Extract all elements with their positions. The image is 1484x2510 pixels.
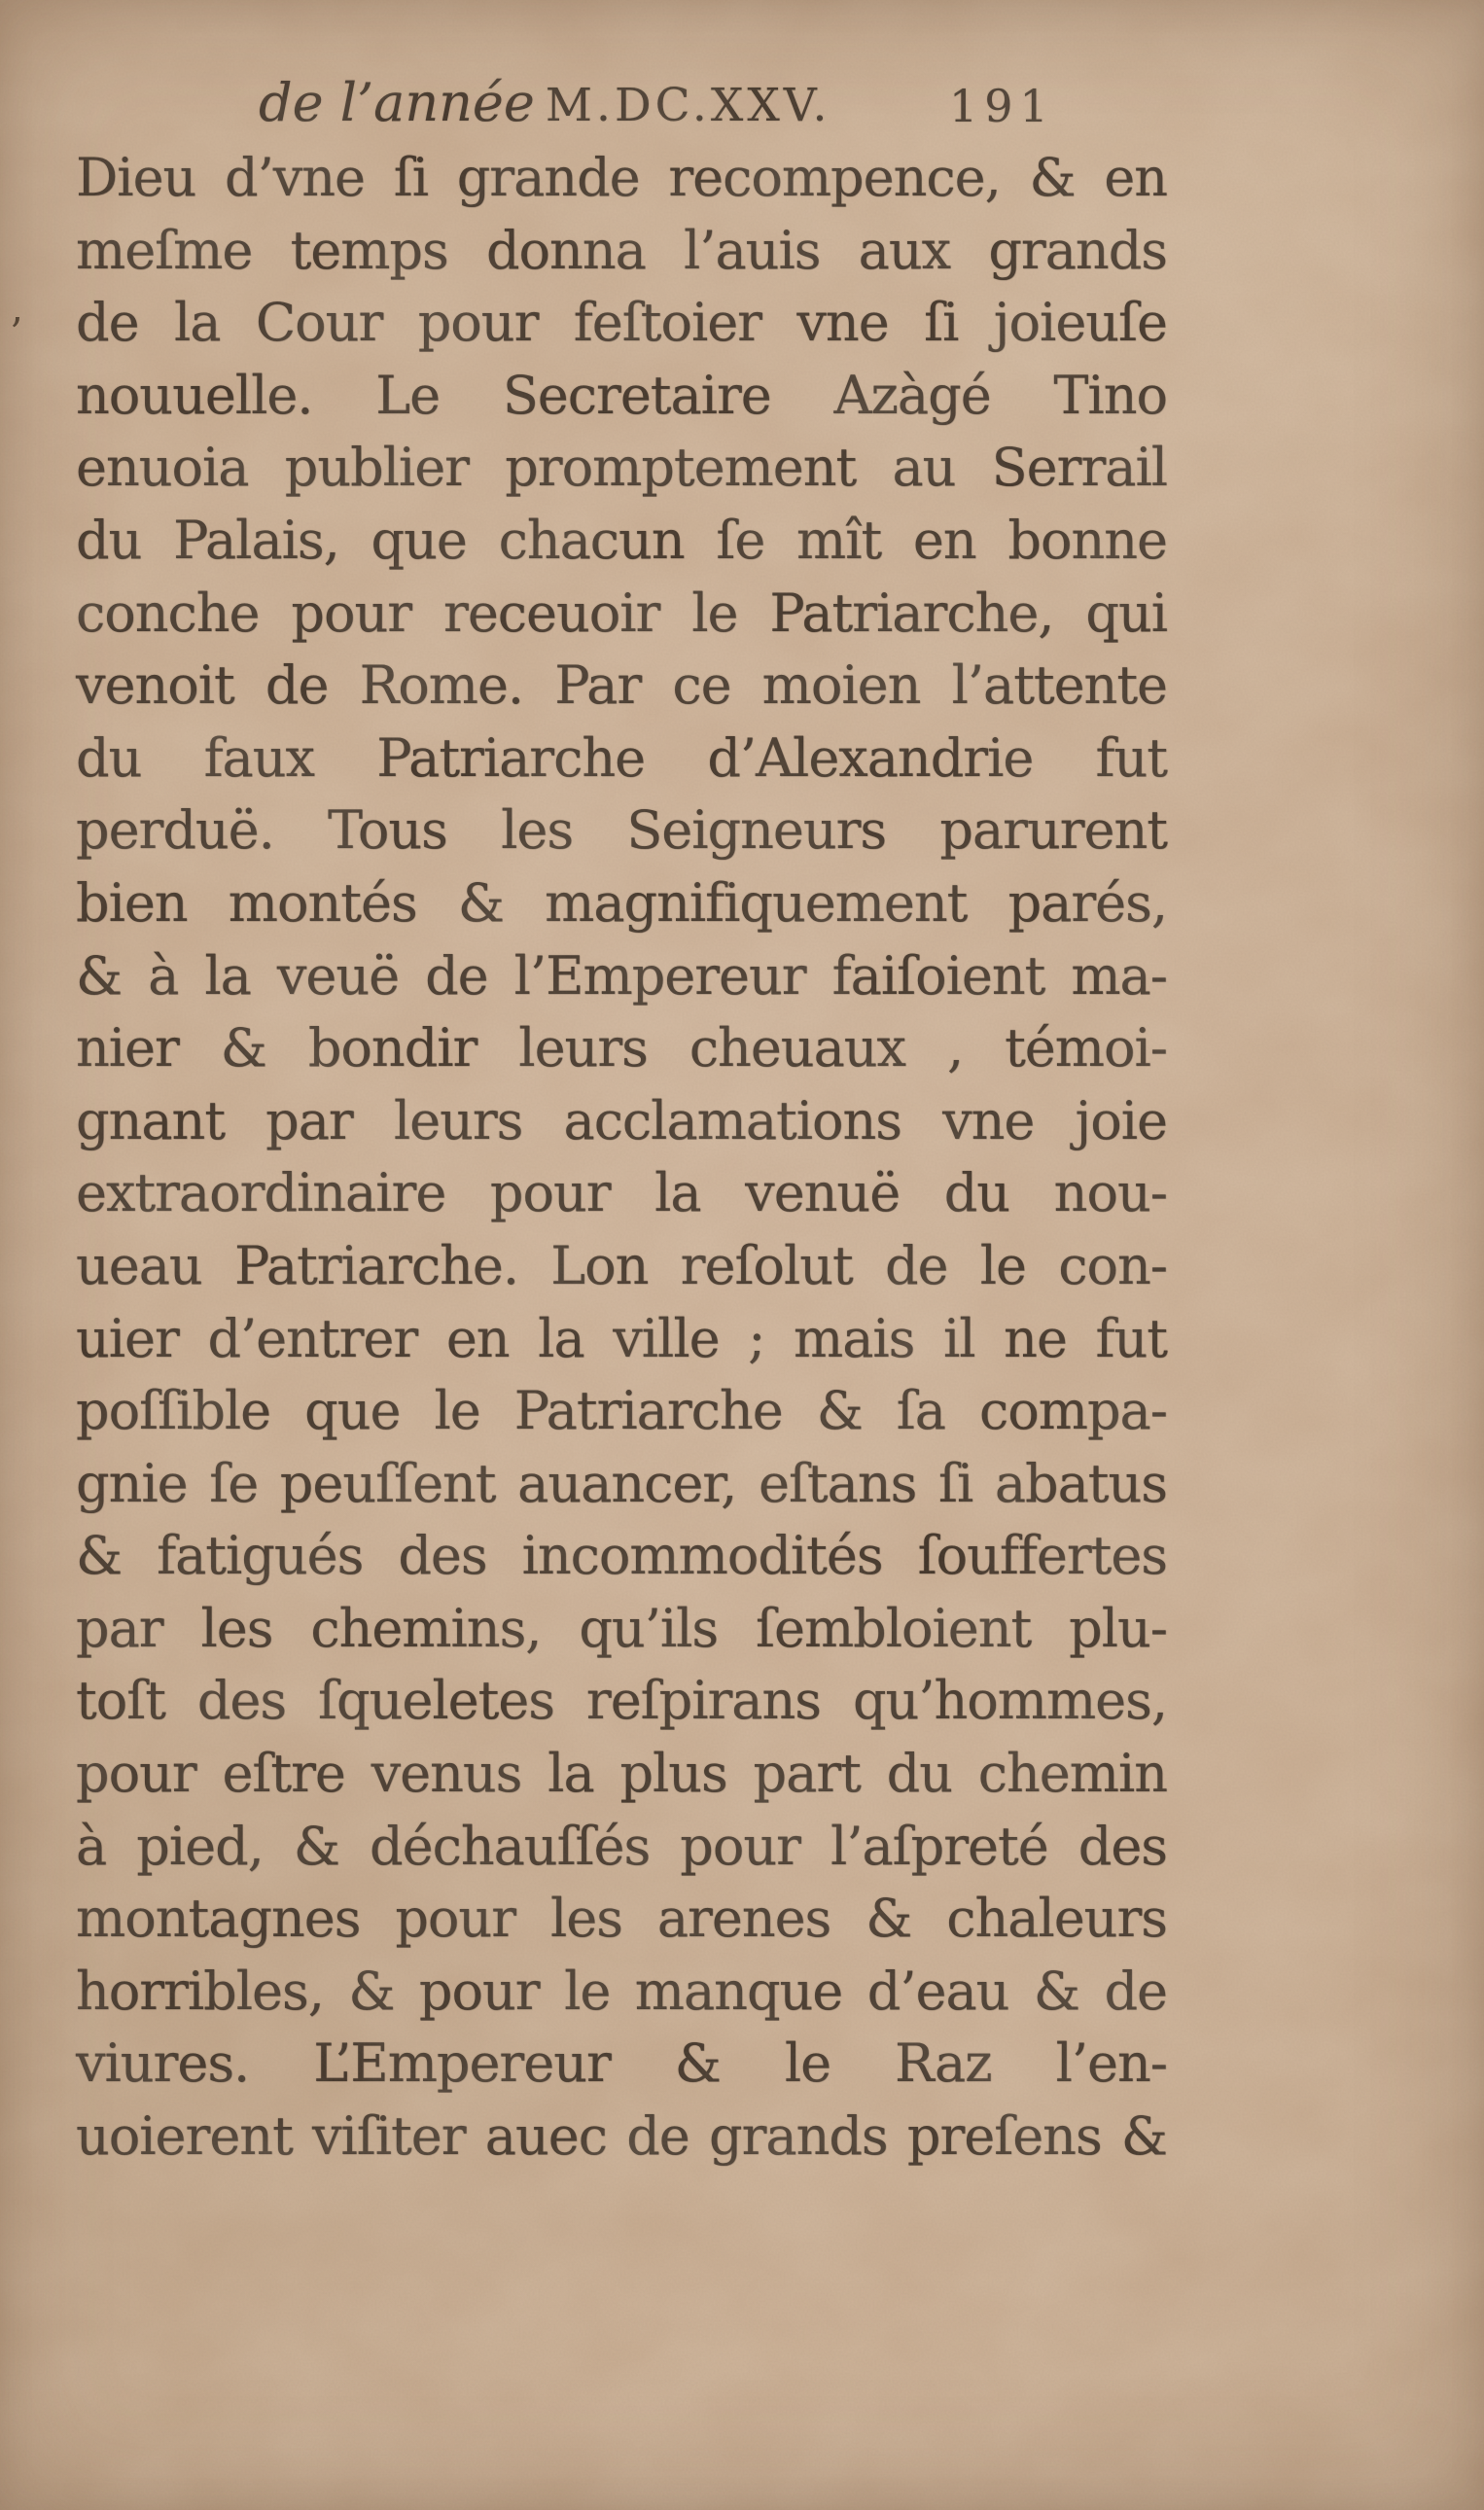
text-line: du Palais, que chacun ſe mît en bonne bbox=[76, 509, 1167, 571]
text-line: Dieu d’vne ſi grande recompence, & en bbox=[76, 147, 1167, 208]
text-line: toſt des ſqueletes reſpirans qu’hommes, bbox=[76, 1670, 1167, 1732]
text-line: extraordinaire pour la venuë du nou- bbox=[76, 1162, 1167, 1224]
text-line: montagnes pour les arenes & chaleurs bbox=[76, 1888, 1167, 1950]
text-line: gnant par leurs acclamations vne joie bbox=[76, 1089, 1167, 1151]
text-line: nouuelle. Le Secretaire Azàgé Tino bbox=[76, 364, 1167, 426]
text-line: perduë. Tous les Seigneurs parurent bbox=[76, 799, 1167, 862]
folio-number: 191 bbox=[949, 80, 1055, 132]
text-line: pour eſtre venus la plus part du chemin bbox=[76, 1743, 1167, 1805]
text-line: gnie ſe peuſſent auancer, eſtans ſi abatus bbox=[76, 1452, 1167, 1514]
text-block bbox=[76, 142, 1167, 2174]
text-line: nier & bondir leurs cheuaux , témoi- bbox=[76, 1017, 1167, 1079]
text-line: horribles, & pour le manque d’eau & de bbox=[76, 1960, 1167, 2022]
text-line: par les chemins, qu’ils ſembloient plu- bbox=[76, 1597, 1167, 1659]
text-line: uoierent viſiter auec de grands preſens & bbox=[76, 2105, 1167, 2168]
text-line: du faux Patriarche d’Alexandrie fut bbox=[76, 726, 1167, 789]
text-line: ueau Patriarche. Lon reſolut de le con- bbox=[76, 1234, 1167, 1296]
text-line: viures. L’Empereur & le Raz l’en- bbox=[76, 2033, 1167, 2095]
running-title bbox=[259, 72, 830, 133]
text-line: uier d’entrer en la ville ; mais il ne fut bbox=[76, 1307, 1167, 1369]
text-line: à pied, & déchauſſés pour l’aſpreté des bbox=[76, 1815, 1167, 1877]
running-title-roman: M.DC.XXV. bbox=[545, 79, 831, 132]
text-line: enuoia publier promptement au Serrail bbox=[76, 437, 1167, 499]
text-line: venoit de Rome. Par ce moien l’attente bbox=[76, 654, 1167, 717]
text-line: meſme temps donna l’auis aux grands bbox=[76, 219, 1167, 281]
page-header bbox=[76, 72, 1167, 150]
text-line: & fatigués des incommodités ſouffertes bbox=[76, 1525, 1167, 1587]
running-title-italic: de l’année bbox=[259, 72, 535, 133]
text-line: poſſible que le Patriarche & ſa compa- bbox=[76, 1380, 1167, 1442]
margin-mark: ’ bbox=[10, 309, 23, 357]
text-line: & à la veuë de l’Empereur faiſoient ma- bbox=[76, 944, 1167, 1007]
text-line: de la Cour pour feſtoier vne ſi joieuſe bbox=[76, 292, 1167, 354]
text-line: bien montés & magnifiquement parés, bbox=[76, 871, 1167, 934]
text-line: conche pour receuoir le Patriarche, qui bbox=[76, 582, 1167, 644]
